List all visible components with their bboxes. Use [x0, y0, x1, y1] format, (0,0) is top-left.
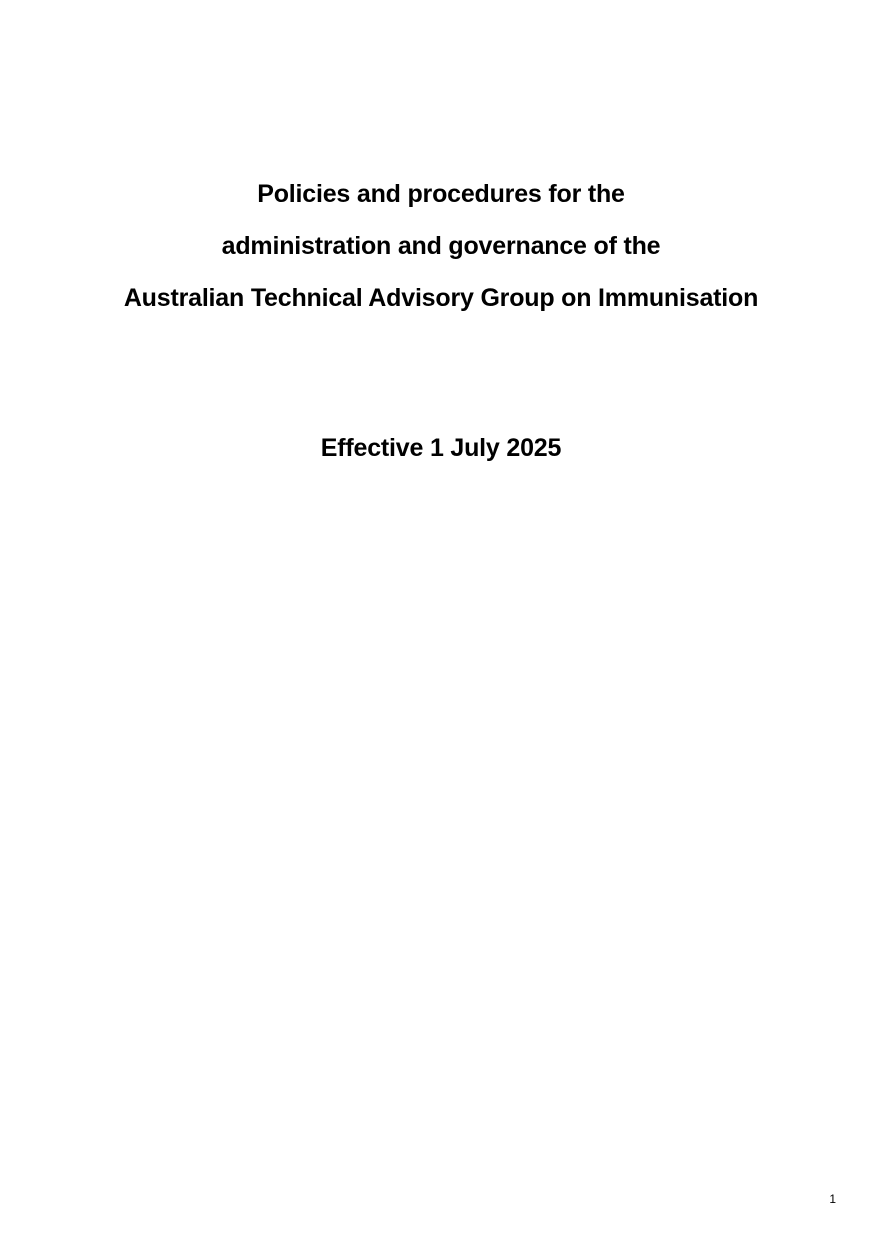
page-number: 1 — [829, 1192, 836, 1206]
title-line-2: administration and governance of the — [221, 232, 661, 260]
effective-date: Effective 1 July 2025 — [320, 434, 562, 462]
document-title — [0, 168, 882, 324]
title-line-1: Policies and procedures for the — [257, 180, 625, 208]
title-line-3: Australian Technical Advisory Group on Immunisation — [123, 284, 759, 312]
